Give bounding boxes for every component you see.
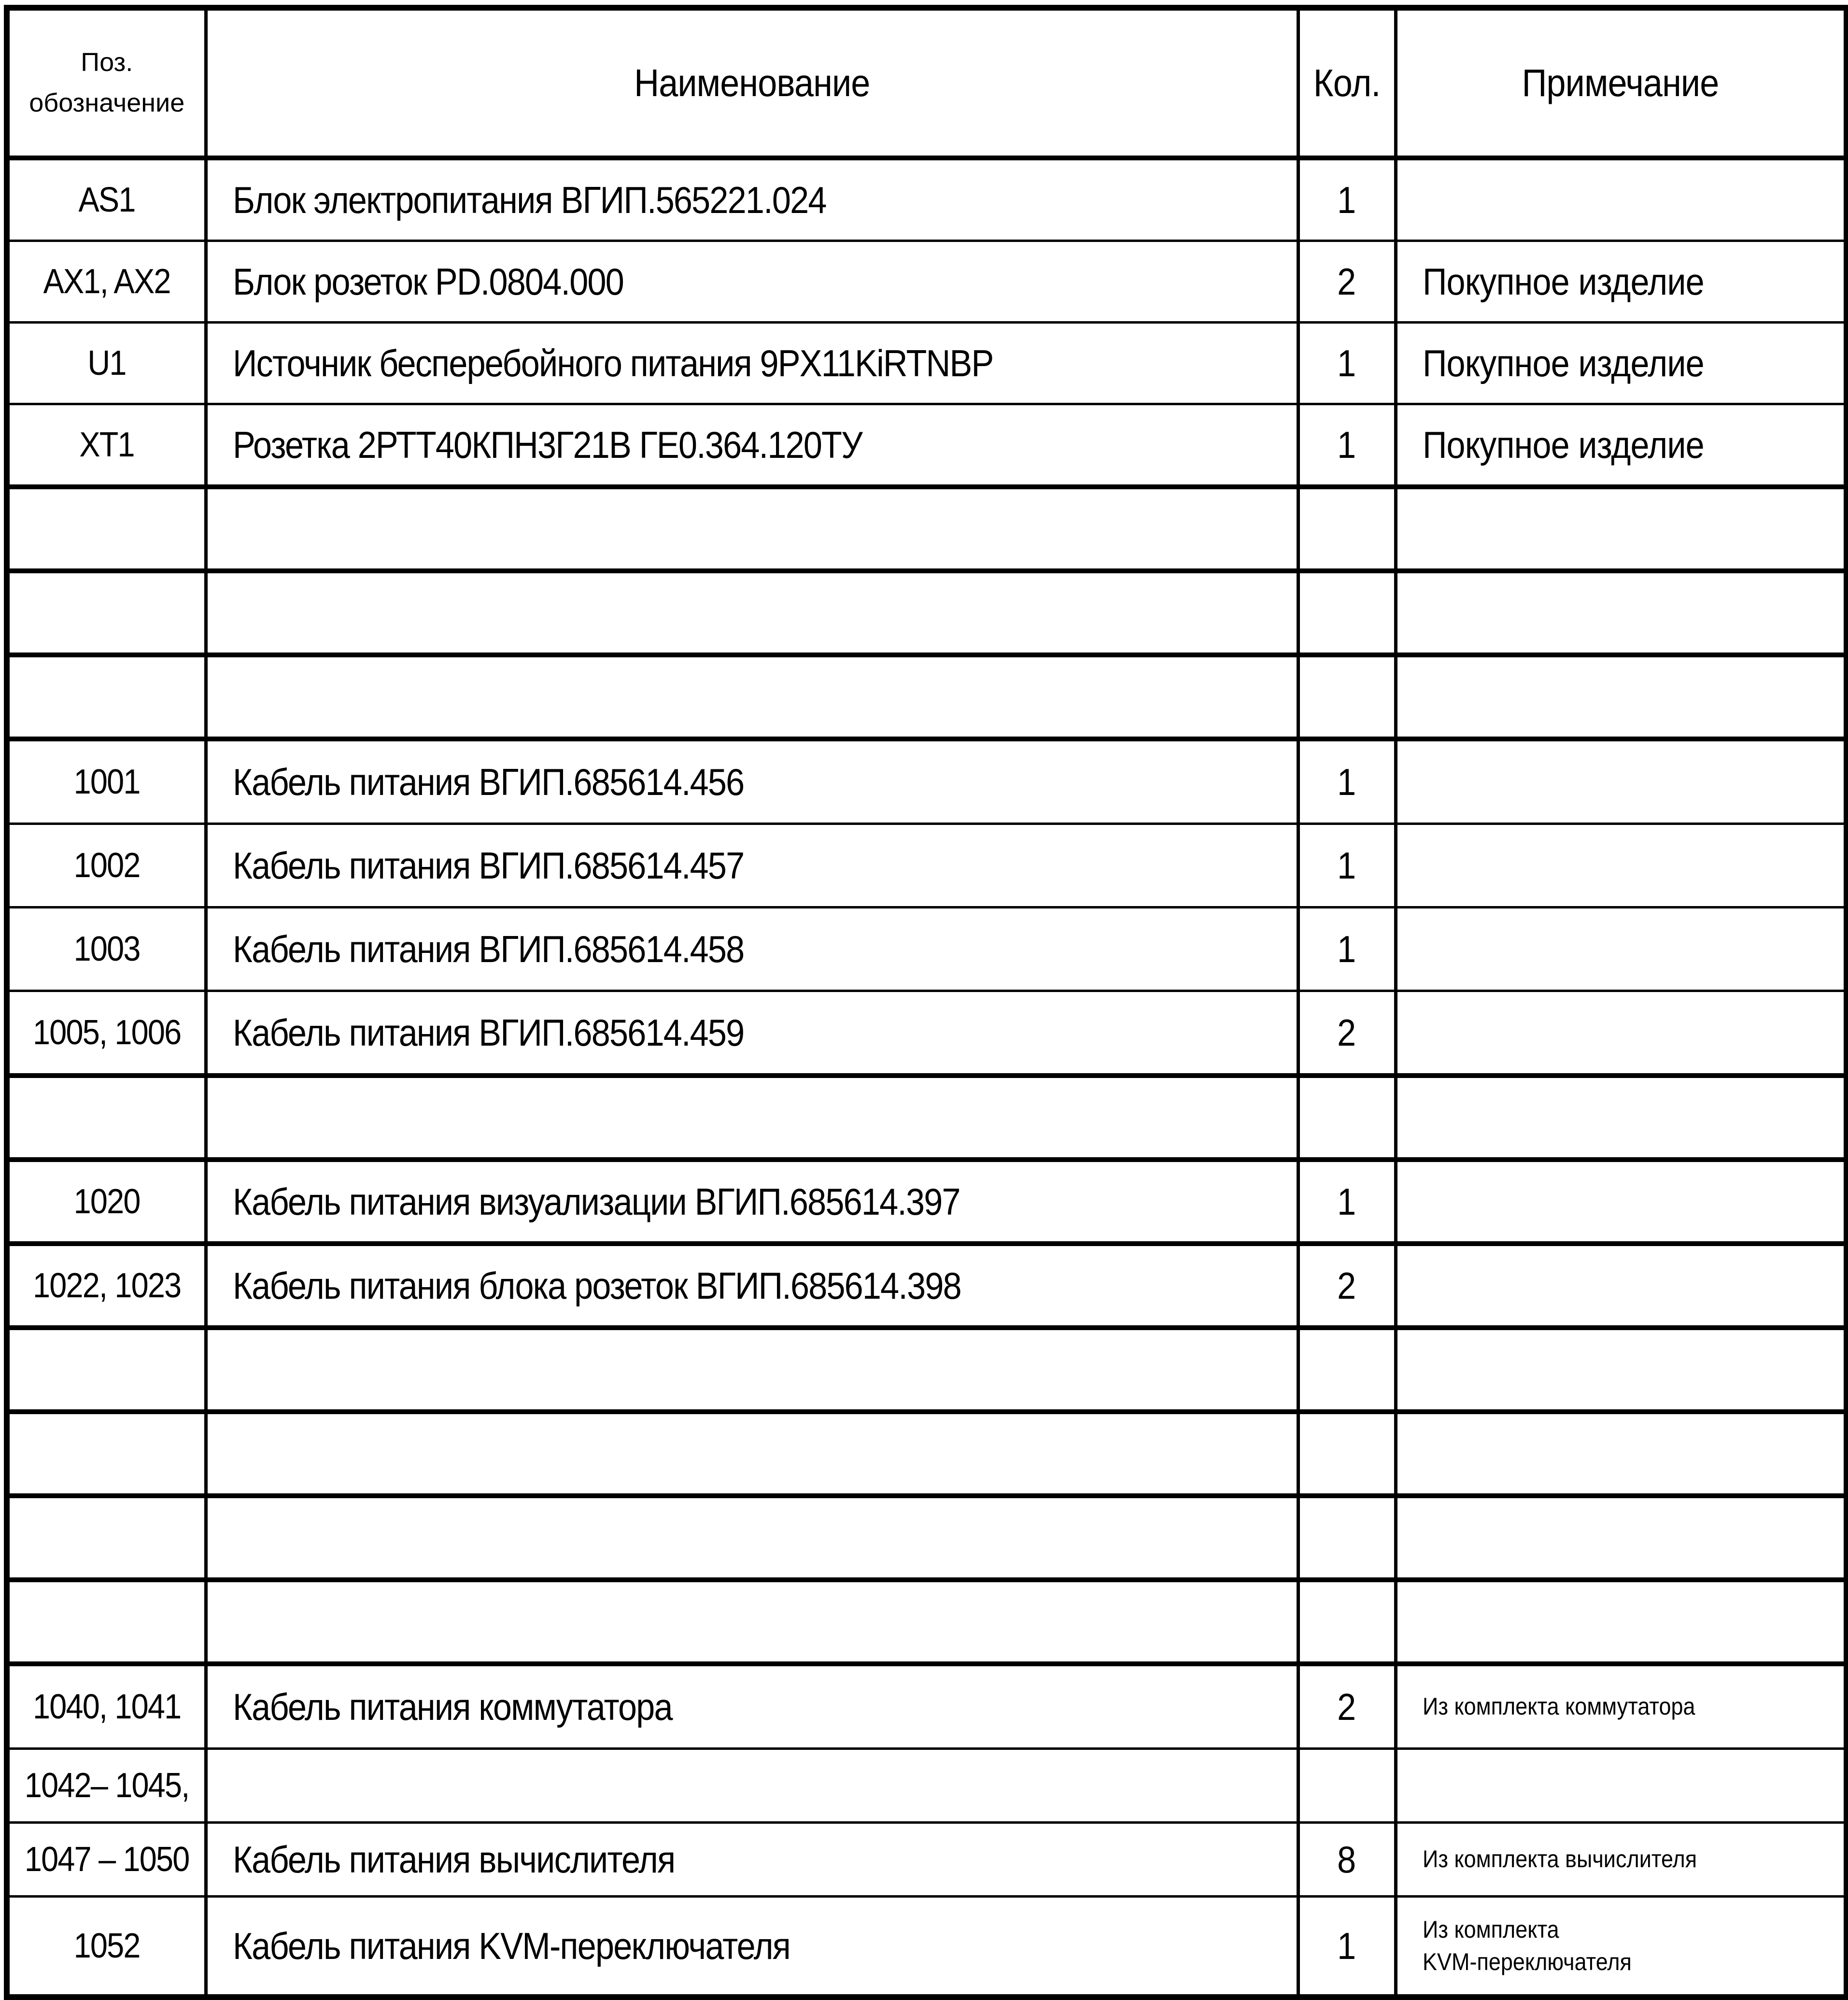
table-row xyxy=(7,1823,1847,1897)
qty-cell: 1 xyxy=(1298,323,1396,404)
pos-cell: XT1 xyxy=(7,404,206,487)
name-cell xyxy=(206,1076,1298,1160)
header-qty: Кол. xyxy=(1298,8,1396,158)
header-name: Наименование xyxy=(206,8,1298,158)
note-cell: Из комплекта вычислителя xyxy=(1396,1823,1847,1897)
qty-cell: 2 xyxy=(1298,1244,1396,1328)
qty-cell: 1 xyxy=(1298,1897,1396,1998)
qty-cell xyxy=(1298,655,1396,739)
table-row xyxy=(7,1897,1847,1998)
header-pos xyxy=(7,8,206,158)
qty-cell: 1 xyxy=(1298,739,1396,824)
table-row-empty xyxy=(7,487,1847,571)
table-row-empty xyxy=(7,1076,1847,1160)
name-cell: Кабель питания визуализации ВГИП.685614.397 xyxy=(206,1160,1298,1244)
pos-cell xyxy=(7,1496,206,1580)
qty-cell: 1 xyxy=(1298,1160,1396,1244)
note-cell xyxy=(1396,1897,1847,1998)
name-cell: Кабель питания коммутатора xyxy=(206,1664,1298,1749)
table-row xyxy=(7,1244,1847,1328)
qty-cell xyxy=(1298,1412,1396,1496)
header-pos-line2: обозначение xyxy=(29,88,185,117)
qty-cell xyxy=(1298,1328,1396,1412)
qty-cell xyxy=(1298,571,1396,655)
qty-cell xyxy=(1298,487,1396,571)
table-row xyxy=(7,908,1847,991)
note-cell: Покупное изделие xyxy=(1396,241,1847,323)
pos-cell: 1042– 1045, xyxy=(7,1749,206,1823)
note-cell xyxy=(1396,991,1847,1076)
pos-cell: AS1 xyxy=(7,158,206,241)
header-note: Примечание xyxy=(1396,8,1847,158)
table-row xyxy=(7,1160,1847,1244)
pos-cell: 1022, 1023 xyxy=(7,1244,206,1328)
name-cell xyxy=(206,655,1298,739)
name-cell: Розетка 2РТТ40КПН3Г21В ГЕ0.364.120ТУ xyxy=(206,404,1298,487)
name-cell: Блок электропитания ВГИП.565221.024 xyxy=(206,158,1298,241)
table-row-empty xyxy=(7,1328,1847,1412)
pos-cell xyxy=(7,1412,206,1496)
table-row-empty xyxy=(7,1580,1847,1664)
name-cell: Кабель питания ВГИП.685614.456 xyxy=(206,739,1298,824)
qty-cell: 2 xyxy=(1298,241,1396,323)
name-cell xyxy=(206,1328,1298,1412)
qty-cell: 1 xyxy=(1298,908,1396,991)
name-cell xyxy=(206,1580,1298,1664)
note-cell xyxy=(1396,487,1847,571)
qty-cell xyxy=(1298,1076,1396,1160)
name-cell xyxy=(206,1496,1298,1580)
pos-cell: 1047 – 1050 xyxy=(7,1823,206,1897)
name-cell: Кабель питания ВГИП.685614.458 xyxy=(206,908,1298,991)
note-line1: Из комплекта xyxy=(1422,1915,1559,1943)
note-cell xyxy=(1396,739,1847,824)
name-cell xyxy=(206,571,1298,655)
qty-cell: 2 xyxy=(1298,1664,1396,1749)
note-cell xyxy=(1396,1496,1847,1580)
note-cell xyxy=(1396,1160,1847,1244)
parts-table xyxy=(4,5,1848,2000)
note-cell xyxy=(1396,1412,1847,1496)
table-row xyxy=(7,158,1847,241)
pos-cell: 1003 xyxy=(7,908,206,991)
table-row-empty xyxy=(7,1496,1847,1580)
table-row-empty xyxy=(7,1412,1847,1496)
pos-cell xyxy=(7,655,206,739)
name-cell xyxy=(206,1412,1298,1496)
note-cell xyxy=(1396,571,1847,655)
pos-cell xyxy=(7,571,206,655)
pos-cell xyxy=(7,1076,206,1160)
note-cell xyxy=(1396,655,1847,739)
name-cell xyxy=(206,487,1298,571)
note-line2: KVM-переключателя xyxy=(1422,1948,1632,1975)
name-cell: Кабель питания ВГИП.685614.459 xyxy=(206,991,1298,1076)
qty-cell: 8 xyxy=(1298,1823,1396,1897)
note-cell xyxy=(1396,824,1847,908)
name-cell: Кабель питания ВГИП.685614.457 xyxy=(206,824,1298,908)
pos-cell xyxy=(7,487,206,571)
note-cell xyxy=(1396,1244,1847,1328)
pos-cell: 1040, 1041 xyxy=(7,1664,206,1749)
qty-cell xyxy=(1298,1496,1396,1580)
pos-cell: AX1, AX2 xyxy=(7,241,206,323)
qty-cell xyxy=(1298,1580,1396,1664)
pos-cell xyxy=(7,1580,206,1664)
name-cell: Блок розеток PD.0804.000 xyxy=(206,241,1298,323)
table-row xyxy=(7,241,1847,323)
table-row xyxy=(7,991,1847,1076)
table-row xyxy=(7,323,1847,404)
note-cell: Покупное изделие xyxy=(1396,323,1847,404)
table-row xyxy=(7,824,1847,908)
pos-cell: 1001 xyxy=(7,739,206,824)
qty-cell: 1 xyxy=(1298,404,1396,487)
note-cell xyxy=(1396,1749,1847,1823)
table-row-empty xyxy=(7,655,1847,739)
header-pos-line1: Поз. xyxy=(81,48,133,77)
pos-cell: 1052 xyxy=(7,1897,206,1998)
note-cell xyxy=(1396,1076,1847,1160)
note-cell xyxy=(1396,1580,1847,1664)
pos-cell: U1 xyxy=(7,323,206,404)
qty-cell: 1 xyxy=(1298,158,1396,241)
table-header-row xyxy=(7,8,1847,158)
table-row xyxy=(7,404,1847,487)
name-cell: Кабель питания KVM-переключателя xyxy=(206,1897,1298,1998)
note-cell: Из комплекта коммутатора xyxy=(1396,1664,1847,1749)
table-row xyxy=(7,739,1847,824)
qty-cell: 2 xyxy=(1298,991,1396,1076)
pos-cell: 1002 xyxy=(7,824,206,908)
name-cell: Кабель питания блока розеток ВГИП.685614.398 xyxy=(206,1244,1298,1328)
name-cell xyxy=(206,1749,1298,1823)
table-row xyxy=(7,1749,1847,1823)
note-cell xyxy=(1396,1328,1847,1412)
table-row-empty xyxy=(7,571,1847,655)
pos-cell: 1005, 1006 xyxy=(7,991,206,1076)
name-cell: Кабель питания вычислителя xyxy=(206,1823,1298,1897)
pos-cell xyxy=(7,1328,206,1412)
note-cell xyxy=(1396,158,1847,241)
qty-cell xyxy=(1298,1749,1396,1823)
qty-cell: 1 xyxy=(1298,824,1396,908)
name-cell: Источник бесперебойного питания 9PX11KiRTNBP xyxy=(206,323,1298,404)
pos-cell: 1020 xyxy=(7,1160,206,1244)
note-cell: Покупное изделие xyxy=(1396,404,1847,487)
note-cell xyxy=(1396,908,1847,991)
table-row xyxy=(7,1664,1847,1749)
